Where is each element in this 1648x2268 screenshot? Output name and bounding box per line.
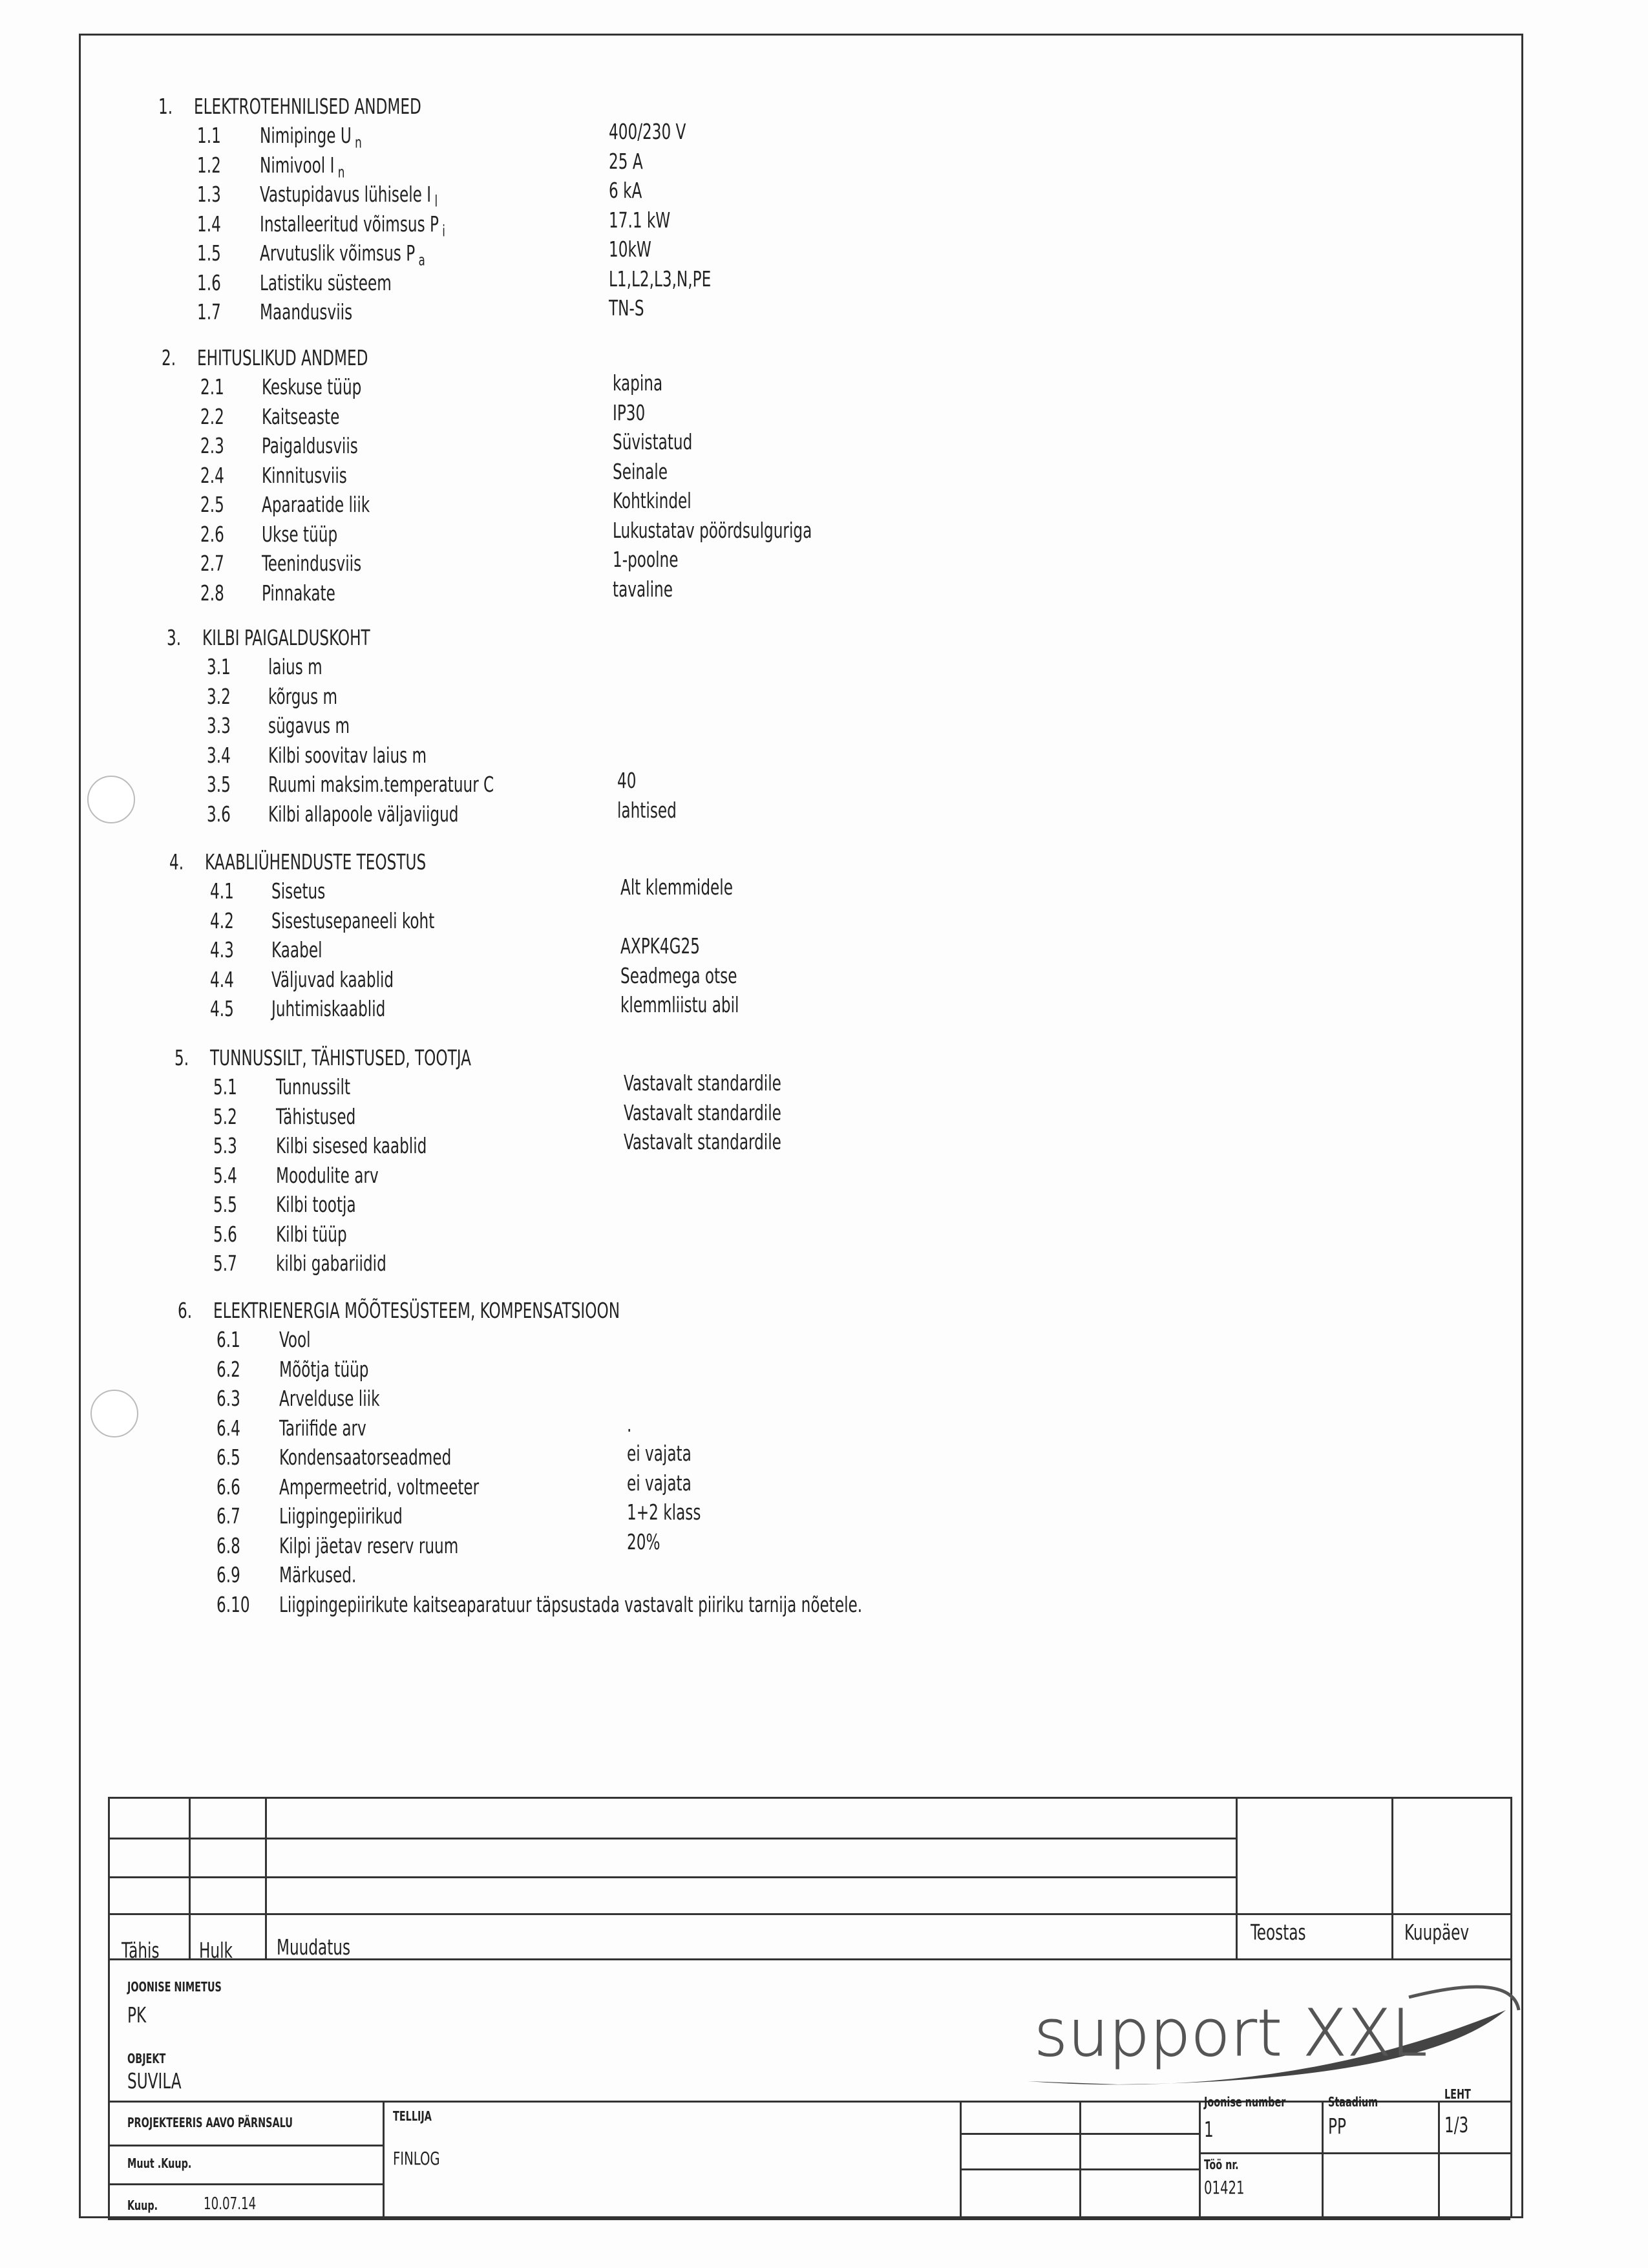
label-muudatus: Muudatus	[277, 1934, 351, 1960]
item-label-subscript: i	[438, 222, 445, 240]
section-number: 3.	[167, 625, 182, 650]
item-label: Kilbi soovitav laius m	[268, 742, 427, 768]
label-muut-kuup: Muut .Kuup.	[127, 2156, 192, 2171]
item-label-subscript: n	[351, 133, 362, 152]
item-number: 2.5	[200, 492, 224, 517]
label-objekt: OBJEKT	[127, 2051, 166, 2066]
punch-hole-top	[87, 776, 135, 823]
item-value: TN-S	[609, 295, 644, 321]
item-number: 1.1	[197, 123, 221, 148]
item-label: Sisetus	[271, 878, 326, 904]
item-number: 3.2	[207, 683, 231, 709]
item-number: 5.7	[213, 1251, 237, 1276]
item-label-subscript: a	[415, 251, 425, 270]
item-label: Pinnakate	[262, 580, 335, 606]
item-number: 6.6	[217, 1474, 240, 1500]
item-value: Kohtkindel	[613, 488, 692, 513]
section-title: ELEKTROTEHNILISED ANDMED	[194, 94, 421, 119]
item-label-subscript: n	[334, 163, 345, 182]
item-number: 5.1	[213, 1074, 237, 1099]
item-number: 6.7	[217, 1503, 240, 1529]
item-label: Ampermeetrid, voltmeeter	[279, 1474, 480, 1500]
section-number: 5.	[174, 1045, 189, 1070]
item-number: 1.6	[197, 270, 221, 295]
item-number: 1.3	[197, 182, 221, 207]
section-number: 1.	[158, 94, 173, 119]
item-number: 3.6	[207, 801, 231, 827]
item-value: lahtised	[617, 797, 677, 823]
item-number: 3.4	[207, 742, 231, 768]
item-number: 3.5	[207, 772, 231, 797]
item-label: Teenindusviis	[262, 551, 362, 576]
item-number: 2.2	[200, 403, 224, 429]
item-value: 1-poolne	[613, 547, 679, 572]
stage-value: PP	[1328, 2114, 1346, 2139]
item-label: sügavus m	[268, 713, 350, 738]
item-value: klemmliistu abil	[620, 992, 739, 1017]
item-value: ei vajata	[627, 1470, 692, 1496]
item-label: Liigpingepiirikute kaitseaparatuur täpsustada vastavalt piiriku tarnija nõetele.	[279, 1591, 863, 1617]
item-number: 1.2	[197, 152, 221, 178]
item-label: Nimivool I $_n$	[260, 152, 345, 182]
item-number: 6.8	[217, 1532, 240, 1558]
item-label: Kinnitusviis	[262, 462, 347, 488]
item-label: Latistiku süsteem	[260, 270, 392, 295]
drawing-name: PK	[127, 2002, 147, 2028]
item-value: Vastavalt standardile	[624, 1129, 781, 1154]
label-tahis: Tähis	[121, 1938, 160, 1963]
item-label: Kilbi allapoole väljaviigud	[268, 801, 459, 827]
item-number: 2.7	[200, 551, 224, 576]
item-label: Kondensaatorseadmed	[279, 1445, 452, 1470]
label-kuup: Kuup.	[127, 2198, 158, 2213]
item-number: 4.5	[210, 996, 234, 1021]
item-number: 2.3	[200, 433, 224, 458]
item-label: Arvelduse liik	[279, 1386, 380, 1411]
item-number: 6.9	[217, 1562, 240, 1587]
company-logo	[1008, 1971, 1525, 2101]
label-joonise-number: Joonise number	[1204, 2094, 1286, 2110]
item-label: Kilbi tootja	[276, 1192, 356, 1217]
item-value: AXPK4G25	[620, 933, 700, 959]
section-title: KILBI PAIGALDUSKOHT	[202, 625, 370, 650]
item-label: Kilpi jäetav reserv ruum	[279, 1532, 459, 1558]
label-projekteeris: PROJEKTEERIS AAVO PÄRNSALU	[127, 2115, 293, 2130]
label-tellija: TELLIJA	[393, 2108, 432, 2124]
item-number: 1.5	[197, 240, 221, 266]
item-number: 5.5	[213, 1192, 237, 1217]
item-value: Seinale	[613, 458, 668, 484]
item-label: Moodulite arv	[276, 1162, 379, 1188]
section-title: EHITUSLIKUD ANDMED	[197, 345, 368, 370]
item-label: Sisestusepaneeli koht	[271, 907, 435, 933]
label-too-nr: Töö nr.	[1204, 2157, 1239, 2172]
item-value: Süvistatud	[613, 429, 693, 454]
item-value: ei vajata	[627, 1441, 692, 1466]
item-label: Väljuvad kaablid	[271, 966, 394, 992]
item-number: 6.2	[217, 1356, 240, 1382]
label-kuupaev: Kuupäev	[1404, 1920, 1470, 1945]
date-value: 10.07.14	[204, 2194, 257, 2214]
section-title: KAABLIÜHENDUSTE TEOSTUS	[205, 849, 427, 874]
item-number: 3.3	[207, 713, 231, 738]
item-label: Aparaatide liik	[262, 492, 370, 517]
item-value: Vastavalt standardile	[624, 1070, 781, 1096]
item-label: Liigpingepiirikud	[279, 1503, 403, 1529]
item-label: Ukse tüüp	[262, 521, 338, 547]
item-number: 5.6	[213, 1221, 237, 1247]
item-number: 2.1	[200, 374, 224, 399]
item-label: Kaitseaste	[262, 403, 340, 429]
item-number: 6.10	[217, 1591, 250, 1617]
item-label: Arvutuslik võimsus P $_a$	[260, 240, 425, 270]
item-label: Märkused.	[279, 1562, 357, 1587]
item-label: Nimipinge U $_n$	[260, 123, 362, 152]
item-number: 1.4	[197, 211, 221, 237]
work-number: 01421	[1204, 2177, 1245, 2198]
drawing-number: 1	[1204, 2117, 1214, 2142]
item-value: L1,L2,L3,N,PE	[609, 266, 712, 291]
label-hulk: Hulk	[199, 1938, 233, 1963]
item-number: 3.1	[207, 654, 231, 679]
label-joonise-nimetus: JOONISE NIMETUS	[127, 1979, 222, 1995]
item-number: 6.3	[217, 1386, 240, 1411]
item-label: Maandusviis	[260, 299, 353, 324]
item-label: kõrgus m	[268, 683, 338, 709]
item-label: Tunnussilt	[276, 1074, 351, 1099]
section-number: 4.	[169, 849, 184, 874]
item-number: 2.6	[200, 521, 224, 547]
sheet-value: 1/3	[1444, 2112, 1469, 2137]
item-label: Keskuse tüüp	[262, 374, 362, 399]
section-title: TUNNUSSILT, TÄHISTUSED, TOOTJA	[210, 1045, 471, 1070]
item-number: 2.8	[200, 580, 224, 606]
item-label: Vastupidavus lühisele I $_l$	[260, 182, 438, 211]
item-label: Kilbi sisesed kaablid	[276, 1133, 427, 1158]
item-number: 5.4	[213, 1162, 237, 1188]
label-teostas: Teostas	[1251, 1920, 1306, 1945]
item-label: Tähistused	[276, 1103, 356, 1129]
item-value: tavaline	[613, 576, 673, 602]
item-label: Installeeritud võimsus P $_i$	[260, 211, 445, 240]
item-number: 6.1	[217, 1327, 240, 1352]
item-label-subscript: l	[431, 192, 438, 211]
item-number: 1.7	[197, 299, 221, 324]
item-label: Ruumi maksim.temperatuur C	[268, 772, 494, 797]
item-number: 4.3	[210, 937, 234, 962]
label-staadium: Staadium	[1328, 2094, 1379, 2110]
object-name: SUVILA	[127, 2068, 182, 2093]
item-value: 20%	[627, 1529, 660, 1554]
item-value: 400/230 V	[609, 119, 686, 144]
item-number: 6.4	[217, 1415, 240, 1441]
item-value: Lukustatav pöördsulguriga	[613, 517, 812, 543]
item-label: kilbi gabariidid	[276, 1251, 386, 1276]
section-title: ELEKTRIENERGIA MÕÕTESÜSTEEM, KOMPENSATSIOON	[213, 1298, 620, 1323]
item-value: IP30	[613, 399, 646, 425]
item-value: Seadmega otse	[620, 962, 737, 988]
svg-text:support XXL: support XXL	[1034, 1995, 1428, 2071]
item-number: 5.2	[213, 1103, 237, 1129]
punch-hole-bottom	[90, 1390, 138, 1437]
item-value: Alt klemmidele	[620, 874, 734, 900]
item-label: Vool	[279, 1327, 311, 1352]
item-value: 1+2 klass	[627, 1500, 701, 1525]
section-number: 6.	[178, 1298, 193, 1323]
label-leht: LEHT	[1444, 2086, 1471, 2102]
item-number: 6.5	[217, 1445, 240, 1470]
item-number: 4.4	[210, 966, 234, 992]
item-number: 4.1	[210, 878, 234, 904]
item-label: Mõõtja tüüp	[279, 1356, 369, 1382]
item-value: 17.1 kW	[609, 207, 671, 233]
item-number: 2.4	[200, 462, 224, 488]
item-label: Paigaldusviis	[262, 433, 358, 458]
item-number: 5.3	[213, 1133, 237, 1158]
item-value: 40	[617, 768, 637, 793]
item-label: Juhtimiskaablid	[271, 996, 386, 1021]
item-value: Vastavalt standardile	[624, 1099, 781, 1125]
item-label: Kaabel	[271, 937, 322, 962]
item-value: 10kW	[609, 237, 651, 262]
section-number: 2.	[162, 345, 176, 370]
item-value: 25 A	[609, 148, 643, 174]
item-number: 4.2	[210, 907, 234, 933]
item-value: .	[627, 1411, 632, 1437]
item-value: kapina	[613, 370, 663, 396]
item-label: Tariifide arv	[279, 1415, 366, 1441]
client-name: FINLOG	[393, 2148, 440, 2169]
item-label: Kilbi tüüp	[276, 1221, 347, 1247]
item-label: laius m	[268, 654, 322, 679]
item-value: 6 kA	[609, 178, 642, 203]
